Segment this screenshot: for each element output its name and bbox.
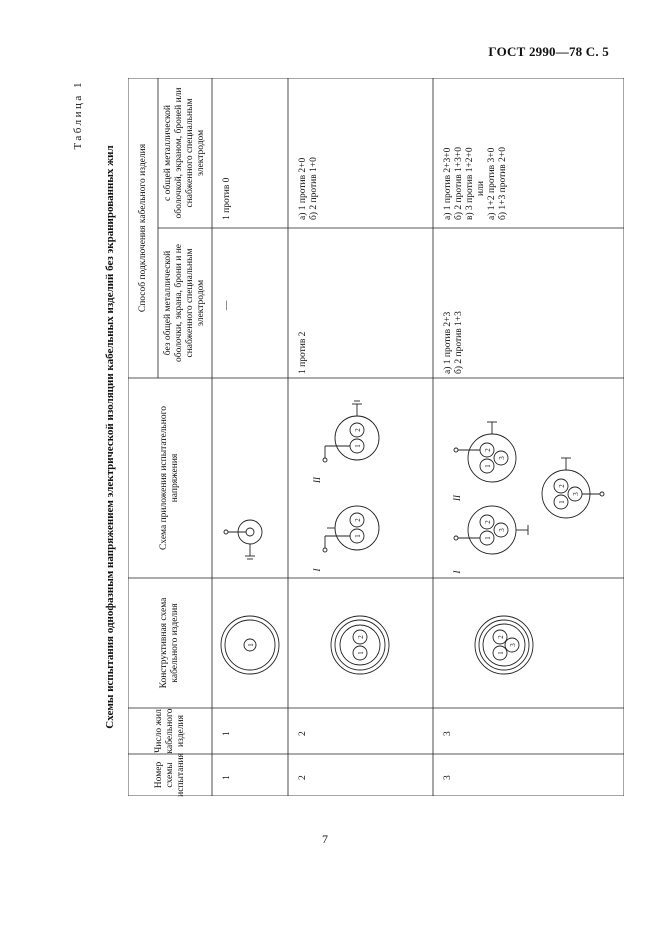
row3-without-b: б) 2 против 1+3 bbox=[454, 311, 464, 374]
row2-with-b: б) 2 против 1+0 bbox=[309, 157, 319, 220]
design3-core-1: 1 bbox=[497, 651, 505, 655]
table-label: Таблица 1 bbox=[72, 80, 84, 150]
header-design-scheme: Конструктивная схема кабельного изделия bbox=[159, 597, 180, 689]
row1-without: — bbox=[222, 300, 232, 310]
s3II-core-3: 3 bbox=[498, 456, 506, 460]
row1-scheme: 1 bbox=[222, 775, 232, 780]
row3-with-c: в) 3 против 1+2+0 bbox=[465, 147, 475, 220]
scheme2-label-I: I bbox=[312, 568, 322, 572]
scheme3-I bbox=[454, 506, 528, 554]
design1-core-1: 1 bbox=[247, 643, 255, 647]
rotated-table-block bbox=[72, 78, 624, 797]
scheme2-I bbox=[323, 506, 379, 552]
s2I-core-1: 1 bbox=[354, 534, 362, 538]
row2-scheme: 2 bbox=[298, 775, 308, 780]
row3-without-a: а) 1 против 2+3 bbox=[443, 311, 453, 374]
header-with-sheath: с общей металлической оболочкой, экраном, броней или снабженного специальным электродом bbox=[163, 87, 206, 219]
scheme2-label-II: II bbox=[312, 477, 322, 483]
row3-with-d: а) 1+2 против 3+0 bbox=[487, 147, 497, 220]
header-connection-method: Способ подключения кабельного изделия bbox=[137, 143, 148, 313]
scheme3-label-II: II bbox=[452, 495, 462, 501]
scheme2-II bbox=[323, 401, 379, 462]
table-title: Схемы испытания однофазным напряжением электрической изоляции кабельных изделий без экранированных жил bbox=[104, 145, 116, 729]
header-scheme-number: Номер схемы испытания bbox=[153, 753, 186, 797]
design-two-core bbox=[331, 616, 389, 674]
row1-cores: 1 bbox=[222, 731, 232, 736]
row3-scheme: 3 bbox=[443, 775, 453, 780]
row3-with-b: б) 2 против 1+3+0 bbox=[454, 146, 464, 220]
design3-core-3: 3 bbox=[509, 643, 517, 647]
header-without-sheath: без общей металлической оболочки, экрана, брони и не снабженного специальным электродом bbox=[163, 243, 206, 363]
s3II-core-1: 1 bbox=[484, 464, 492, 468]
s2II-core-1: 1 bbox=[354, 444, 362, 448]
header-application-scheme: Схема приложения испытательного напряжения bbox=[159, 405, 180, 551]
data-table bbox=[128, 78, 624, 796]
s3II-core-2: 2 bbox=[484, 448, 492, 452]
row2-with-a: а) 1 против 2+0 bbox=[298, 157, 308, 220]
row2-cores: 2 bbox=[298, 731, 308, 736]
design2-core-1: 1 bbox=[357, 651, 365, 655]
s2II-core-2: 2 bbox=[354, 428, 362, 432]
scheme3-label-I: I bbox=[452, 570, 462, 574]
row3-with-a: а) 1 против 2+3+0 bbox=[443, 147, 453, 220]
scheme1-single bbox=[224, 520, 262, 559]
document-header: ГОСТ 2990—78 С. 5 bbox=[488, 44, 609, 59]
scheme3-II bbox=[454, 422, 516, 482]
s3I-core-2: 2 bbox=[484, 520, 492, 524]
row3-with-or: или bbox=[476, 181, 486, 196]
s3III-core-2: 2 bbox=[558, 484, 566, 488]
design-three-core bbox=[475, 616, 533, 674]
design-diagrams bbox=[212, 578, 624, 708]
row3-with-e: б) 1+3 против 2+0 bbox=[498, 146, 508, 220]
design3-core-2: 2 bbox=[497, 635, 505, 639]
s3III-core-1: 1 bbox=[558, 500, 566, 504]
s3I-core-1: 1 bbox=[484, 536, 492, 540]
page-number: 7 bbox=[322, 832, 328, 846]
row3-cores: 3 bbox=[443, 731, 453, 736]
application-diagrams bbox=[212, 378, 624, 578]
s3III-core-3: 3 bbox=[572, 492, 580, 496]
scheme3-III bbox=[542, 458, 604, 518]
header-core-count: Число жил кабельного изделия bbox=[153, 708, 186, 754]
design2-core-2: 2 bbox=[357, 635, 365, 639]
row2-without: 1 против 2 bbox=[298, 331, 308, 374]
s2I-core-2: 2 bbox=[354, 518, 362, 522]
s3I-core-3: 3 bbox=[498, 528, 506, 532]
row1-with: 1 против 0 bbox=[222, 177, 232, 220]
